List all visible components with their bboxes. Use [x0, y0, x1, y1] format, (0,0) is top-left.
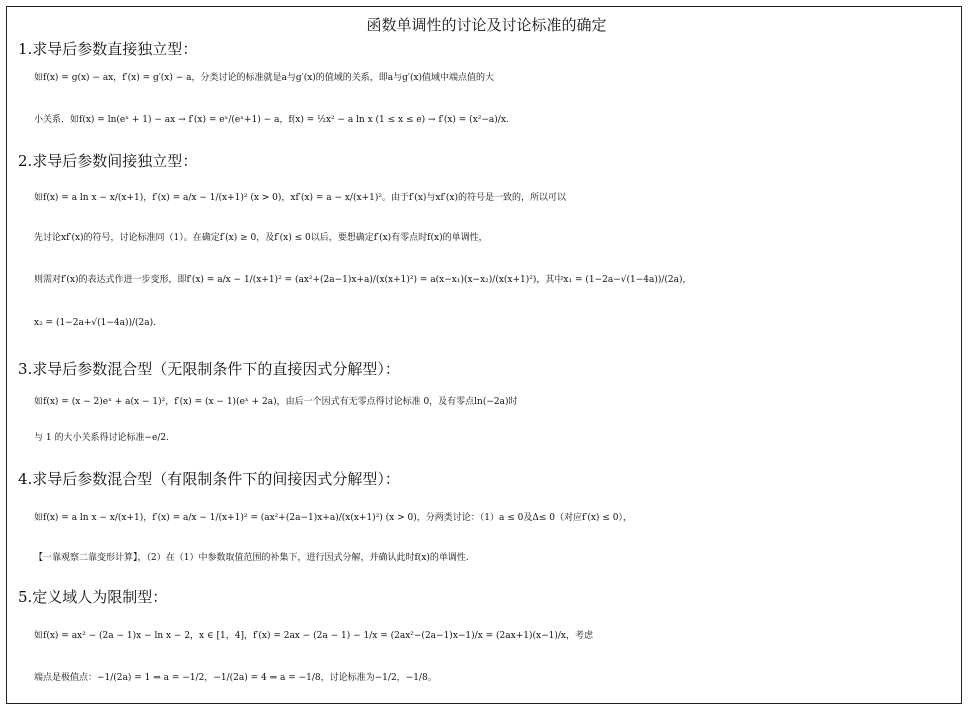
section-3-heading: 3.求导后参数混合型（无限制条件下的直接因式分解型）： — [18, 360, 400, 378]
section-3-line-1: 如f(x) = (x − 2)eˣ + a(x − 1)²，f′(x) = (x − 1)(eˣ + 2a)，由后一个因式有无零点得讨论标准 0，及有零点ln(−2a)时 — [34, 397, 518, 407]
section-1-line-2: 小关系．如f(x) = ln(eˣ + 1) − ax → f′(x) = eˣ/(eˣ+1) − a，f(x) = ½x² − a ln x (1 ≤ x ≤ e) → f′(x) = (x²−a)/x. — [34, 115, 509, 125]
section-4-heading: 4.求导后参数混合型（有限制条件下的间接因式分解型）： — [18, 470, 400, 488]
section-1-heading: 1.求导后参数直接独立型： — [18, 40, 198, 58]
section-2-line-2: 先讨论xf′(x)的符号，讨论标准同（1）。在确定f′(x) ≥ 0，及f′(x) ≤ 0以后，要想确定f′(x)有零点时f(x)的单调性， — [34, 233, 488, 243]
section-2-line-3: 则需对f′(x)的表达式作进一步变形，即f′(x) = a/x − 1/(x+1)² = (ax²+(2a−1)x+a)/(x(x+1)²) = a(x−x₁)(x−x₂)/(x(x+1)²)，其中x₁ = (1−2a−√(1−4a))/(2a)， — [34, 275, 692, 285]
section-5-line-2: 端点是极值点：−1/(2a) = 1 ⇒ a = −1/2，−1/(2a) = 4 ⇒ a = −1/8，讨论标准为−1/2，−1/8。 — [34, 673, 437, 683]
section-4-line-2: 【一靠观察二靠变形计算】，（2）在（1）中参数取值范围的补集下，进行因式分解，并确认此时f(x)的单调性. — [34, 553, 469, 563]
section-3-line-2: 与 1 的大小关系得讨论标准−e/2. — [34, 433, 169, 443]
section-2-line-1: 如f(x) = a ln x − x/(x+1)，f′(x) = a/x − 1/(x+1)² (x > 0)，xf′(x) = a − x/(x+1)²。由于f′(x)与xf′(x)的符号是一致的，所以可以 — [34, 193, 566, 203]
section-2-heading: 2.求导后参数间接独立型： — [18, 152, 198, 170]
section-2-line-4: x₂ = (1−2a+√(1−4a))/(2a). — [34, 318, 156, 328]
section-4-line-1: 如f(x) = a ln x − x/(x+1)，f′(x) = a/x − 1/(x+1)² = (ax²+(2a−1)x+a)/(x(x+1)²) (x > 0)，分两类讨论：（1）a ≤ 0及Δ≤ 0（对应f′(x) ≤ 0）， — [34, 513, 632, 523]
document-title: 函数单调性的讨论及讨论标准的确定 — [366, 16, 607, 34]
section-5-heading: 5.定义域人为限制型： — [18, 588, 168, 606]
section-1-line-1: 如f(x) = g(x) − ax，f′(x) = g′(x) − a，分类讨论的标准就是a与g′(x)的值域的关系，即a与g′(x)值域中端点值的大 — [34, 73, 495, 83]
section-5-line-1: 如f(x) = ax² − (2a − 1)x − ln x − 2，x ∈ [1，4]，f′(x) = 2ax − (2a − 1) − 1/x = (2ax²−(2a−1)x−1)/x = (2ax+1)(x−1)/x，考虑 — [34, 631, 593, 641]
